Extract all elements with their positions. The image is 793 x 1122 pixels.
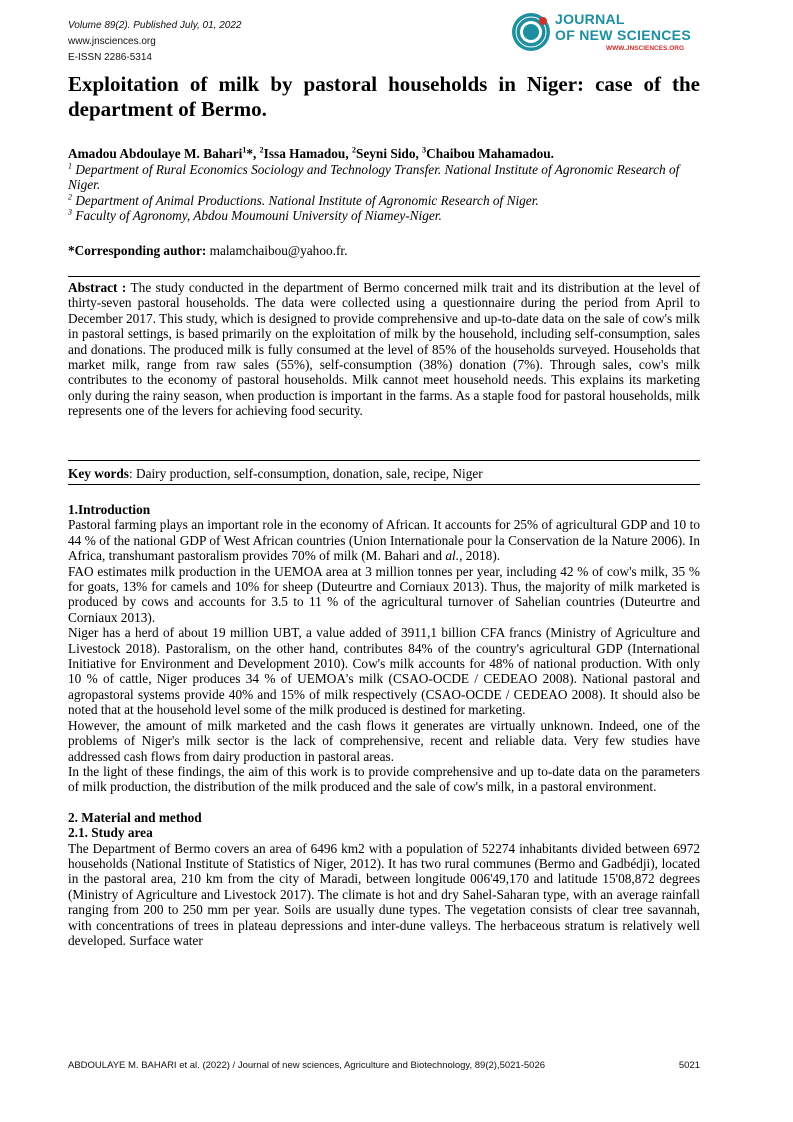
abstract-top-rule: [68, 276, 700, 277]
volume-line: Volume 89(2). Published July, 01, 2022: [68, 20, 242, 31]
abstract-bottom-rule: [68, 460, 700, 461]
issn-line: E-ISSN 2286-5314: [68, 52, 152, 63]
author-4: Chaibou Mahamadou.: [426, 146, 554, 161]
intro-paragraph-2: FAO estimates milk production in the UEMOA area at 3 million tonnes per year, including 42 % of cow's milk, 35 % for goats, 13% for camels and 10% for sheep (Duteurtre and Corniaux 2013). Thus, the majority of milk marketed is produced by cows and accounts for 3.5 to 11 % of the agricultural turnover of Sahelian countries (Duteurtre and Corniaux 2013).: [68, 563, 700, 625]
logo-line-new-sciences: OF NEW SCIENCES: [555, 27, 691, 43]
affiliation-1: $^1$ Department of Rural Economics Sociology and Technology Transfer. National Institute of Agronomic Research of Niger.: [68, 161, 680, 193]
abstract-text: The study conducted in the department of Bermo concerned milk trait and its distribution at the level of thirty-seven pastoral households. The data were collected using a questionnaire during the period from April to December 2017. This study, which is designed to provide comprehensive and up-to-date data on the sale of cow's milk in pastoral settings, is based primarily on the exploitation of milk by the household, including self-consumption, sales and donations. The produced milk is fully consumed at the level of 85% of the households surveyed. Households that market milk, range from raw sales (55%), self-consumption (38%) donation (7%). Through sales, cow's milk contributes to the economy of pastoral households. Milk cannot meet household needs. This explains its marketing only during the rainy season, when production is important in the farms. As a staple food for pastoral households, milk represents one of the levers for achieving food security.: [68, 280, 700, 419]
author-list: [68, 146, 700, 161]
abstract-label: Abstract :: [68, 280, 127, 295]
keywords-text: : Dairy production, self-consumption, donation, sale, recipe, Niger: [128, 466, 483, 481]
journal-emblem-icon: [511, 12, 551, 52]
introduction-heading: 1.Introduction: [68, 502, 151, 517]
corresponding-email[interactable]: malamchaibou@yahoo.fr.: [209, 243, 348, 258]
author-3-affil: 2: [351, 145, 356, 155]
author-4-affil: 3: [422, 145, 427, 155]
page-footer: [68, 1060, 700, 1071]
keywords-block: [68, 466, 700, 481]
footer-citation: ABDOULAYE M. BAHARI et al. (2022) / Journal of new sciences, Agriculture and Biotechnology, 89(2),5021-5026: [68, 1060, 546, 1071]
author-2-affil: 2: [259, 145, 264, 155]
author-1: Amadou Abdoulaye M. Bahari: [68, 146, 243, 161]
introduction-section: [68, 502, 700, 948]
page-number: 5021: [678, 1060, 700, 1071]
intro-paragraph-1: Pastoral farming plays an important role in the economy of African. It accounts for 25% of agricultural GDP and 10 to 44 % of the national GDP of West African countries (Union Internationale pour la Conservation de la Nature 2006). In Africa, transhumant pastoralism provides 70% of milk (M. Bahari and al., 2018).: [68, 517, 700, 564]
author-3: Seyni Sido,: [355, 146, 423, 161]
keywords-label: Key words: [68, 466, 129, 481]
paper-title: Exploitation of milk by pastoral households in Niger: case of the department of Bermo.: [68, 72, 700, 121]
intro-paragraph-5: In the light of these findings, the aim of this work is to provide comprehensive and up to-date data on the parameters of milk production, the distribution of the milk produced and the sale of cow's milk, in a pastoral environment.: [68, 763, 700, 795]
author-2: Issa Hamadou,: [263, 146, 352, 161]
website-line: www.jnsciences.org: [68, 36, 156, 47]
corresponding-label: *Corresponding author:: [68, 243, 207, 258]
journal-header-meta: [68, 18, 241, 66]
abstract-block: [68, 280, 700, 419]
affiliation-3: $^3$ Faculty of Agronomy, Abdou Moumouni University of Niamey-Niger.: [68, 207, 442, 224]
author-1-star: *,: [246, 146, 260, 161]
study-area-paragraph: The Department of Bermo covers an area of 6496 km2 with a population of 52274 inhabitants divided between 6972 households (National Institute of Statistics of Niger, 2012). It has two rural communes (Bermo and Gadbédji), located in the pastoral area, 210 km from the city of Maradi, between longitude 006'49,170 and latitude 15'08,872 degrees (Ministry of Agriculture and Livestock 2017). The climate is hot and dry Sahel-Saharan type, with an average rainfall ranging from 200 to 250 mm per year. Soils are usually dune types. The vegetation consists of clear tree savannah, with concentrations of trees in plateau depressions and inter-dune valleys. The herbaceous stratum is relatively well developed. Surface water: [68, 840, 700, 948]
corresponding-author: [68, 243, 700, 258]
affiliation-list: [68, 162, 700, 224]
study-area-heading: 2.1. Study area: [68, 825, 153, 841]
affiliation-2: $^2$ Department of Animal Productions. National Institute of Agronomic Research of Niger.: [68, 192, 539, 208]
journal-logo: [511, 8, 701, 58]
author-1-affil: 1: [242, 145, 247, 155]
logo-line-url: WWW.JNSCIENCES.ORG: [606, 45, 685, 52]
logo-line-journal: JOURNAL: [555, 11, 625, 27]
intro-paragraph-4: However, the amount of milk marketed and the cash flows it generates are virtually unknown. Indeed, one of the problems of Niger's milk sector is the lack of comprehensive, recent and reliable data. Very few studies have addressed cash flows from dairy production in pastoral areas.: [68, 717, 700, 764]
methods-heading: 2. Material and method: [68, 809, 202, 825]
intro-paragraph-3: Niger has a herd of about 19 million UBT, a value added of 3911,1 billion CFA francs (Ministry of Agriculture and Livestock 2018). Pastoralism, on the other hand, contributes 84% of the country's agricultural GDP (International Initiative for Environment and Development 2010). Cow's milk accounts for 48% of national production. With only 10 % of cattle, Niger produces 34 % of UEMOA's milk (CSAO-OCDE / CEDEAO 2008). National pastoral and agropastoral systems provide 40% and 15% of milk respectively (CSAO-OCDE / CEDEAO 2008). It should also be noted that at the household level some of the milk produced is destined for marketing.: [68, 625, 700, 718]
keywords-bottom-rule: [68, 484, 700, 485]
